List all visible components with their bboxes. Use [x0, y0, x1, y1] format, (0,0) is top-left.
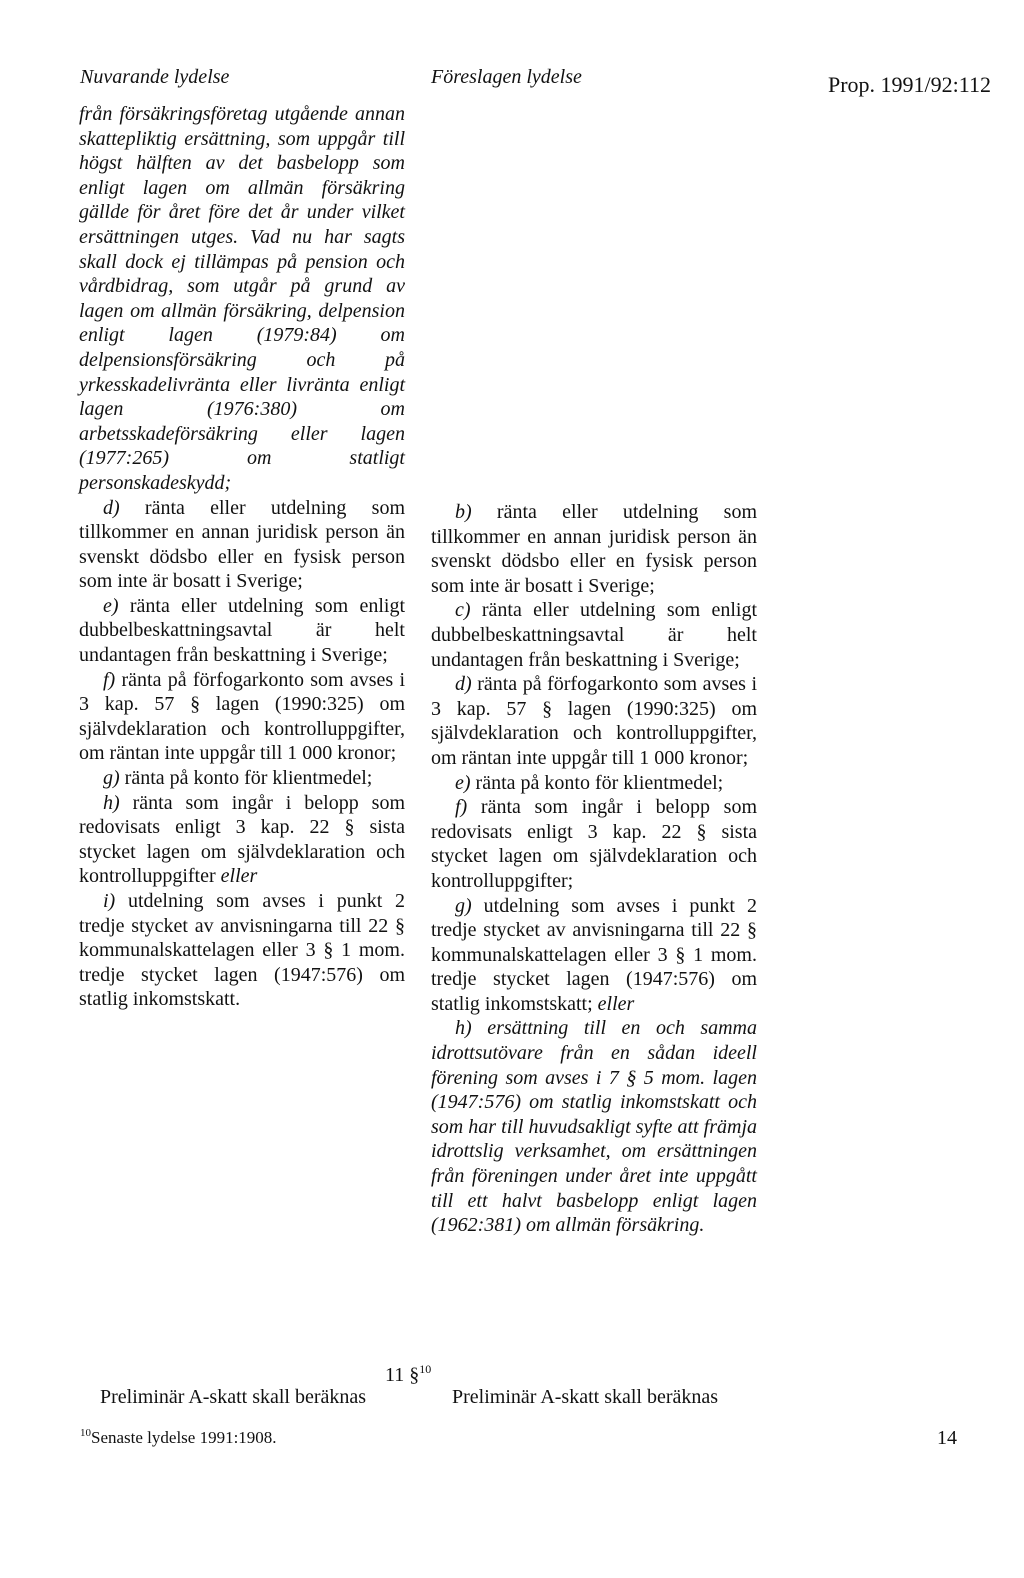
header-current-wording: Nuvarande lydelse: [80, 66, 230, 88]
list-item: i) utdelning som avses i punkt 2 tredje stycket av anvisningarna till 22 § kommunalskattelagen eller 3 § 1 mom. tredje stycket lagen (1947:576) om statlig inkomstskatt.: [79, 890, 405, 1011]
list-item: d) ränta eller utdelning som tillkommer en annan juridisk person än svenskt dödsbo eller en fysisk person som inte är bosatt i Sverige;: [79, 496, 405, 593]
list-item: d) ränta på förfogarkonto som avses i 3 kap. 57 § lagen (1990:325) om självdeklaration och kontrolluppgifter, om räntan inte uppgår till 1 000 kronor;: [431, 673, 757, 769]
list-item: f) ränta som ingår i belopp som redovisats enligt 3 kap. 22 § sista stycket lagen om självdeklaration och kontrolluppgifter;: [431, 796, 758, 892]
list-item: f) ränta på förfogarkonto som avses i 3 kap. 57 § lagen (1990:325) om självdeklaration och kontrolluppgifter, om räntan inte uppgår till 1 000 kronor;: [79, 668, 406, 765]
list-item: e) ränta eller utdelning som enligt dubbelbeskattningsavtal är helt undantagen från beskattning i Sverige;: [79, 594, 406, 667]
list-item: e) ränta på konto för klientmedel;: [455, 771, 724, 794]
header-proposed-wording: Föreslagen lydelse: [431, 66, 582, 88]
footnote-ref: 10: [419, 1362, 432, 1376]
subheading-proposed: Preliminär A-skatt skall beräknas: [452, 1386, 719, 1408]
list-item: b) ränta eller utdelning som tillkommer en annan juridisk person än svenskt dödsbo eller en fysisk person som inte är bosatt i Sverige;: [431, 501, 757, 597]
header-proposition-ref: Prop. 1991/92:112: [828, 72, 991, 97]
current-wording-column: [79, 102, 405, 1012]
list-item: g) ränta på konto för klientmedel;: [103, 767, 373, 790]
list-item: c) ränta eller utdelning som enligt dubbelbeskattningsavtal är helt undantagen från beskattning i Sverige;: [431, 599, 758, 671]
list-item: h) ränta som ingår i belopp som redovisats enligt 3 kap. 22 § sista stycket lagen om självdeklaration och kontrolluppgifter eller: [79, 791, 406, 888]
subheading-current: Preliminär A-skatt skall beräknas: [100, 1386, 367, 1408]
list-item: g) utdelning som avses i punkt 2 tredje stycket av anvisningarna till 22 § kommunalskattelagen eller 3 § 1 mom. tredje stycket lagen (1947:576) om statlig inkomstskatt; eller: [431, 894, 757, 1015]
footnote: $^{10}$Senaste lydelse 1991:1908.: [80, 1427, 277, 1447]
section-label: 11 §$^{10}$: [385, 1362, 432, 1386]
page-number: 14: [937, 1427, 957, 1449]
intro-paragraph: från försäkringsföretag utgående annan skattepliktig ersättning, som uppgår till högst hälften av det basbelopp som enligt lagen om allmän försäkring gällde för året före det år under vilket ersättningen utges. Vad nu har sagts skall dock ej tillämpas på pension och vårdbidrag, som utgår på grund av lagen om allmän försäkring, delpension enligt lagen (1979:84) om delpensionsförsäkring och på yrkesskadelivränta eller livränta enligt lagen (1976:380) om arbetsskadeförsäkring eller lagen (1977:265) om statligt personskadeskydd;: [79, 103, 405, 494]
proposed-wording-column: [431, 102, 757, 1238]
list-item-new: h) ersättning till en och samma idrottsutövare från en sådan ideell förening som avses i 7 § 5 mom. lagen (1947:576) om statlig inkomstskatt och som har till huvudsakligt syfte att främja idrottslig verksamhet, om ersättningen från föreningen under året inte uppgått till ett halvt basbelopp enligt lagen (1962:381) om allmän försäkring.: [431, 1017, 758, 1237]
